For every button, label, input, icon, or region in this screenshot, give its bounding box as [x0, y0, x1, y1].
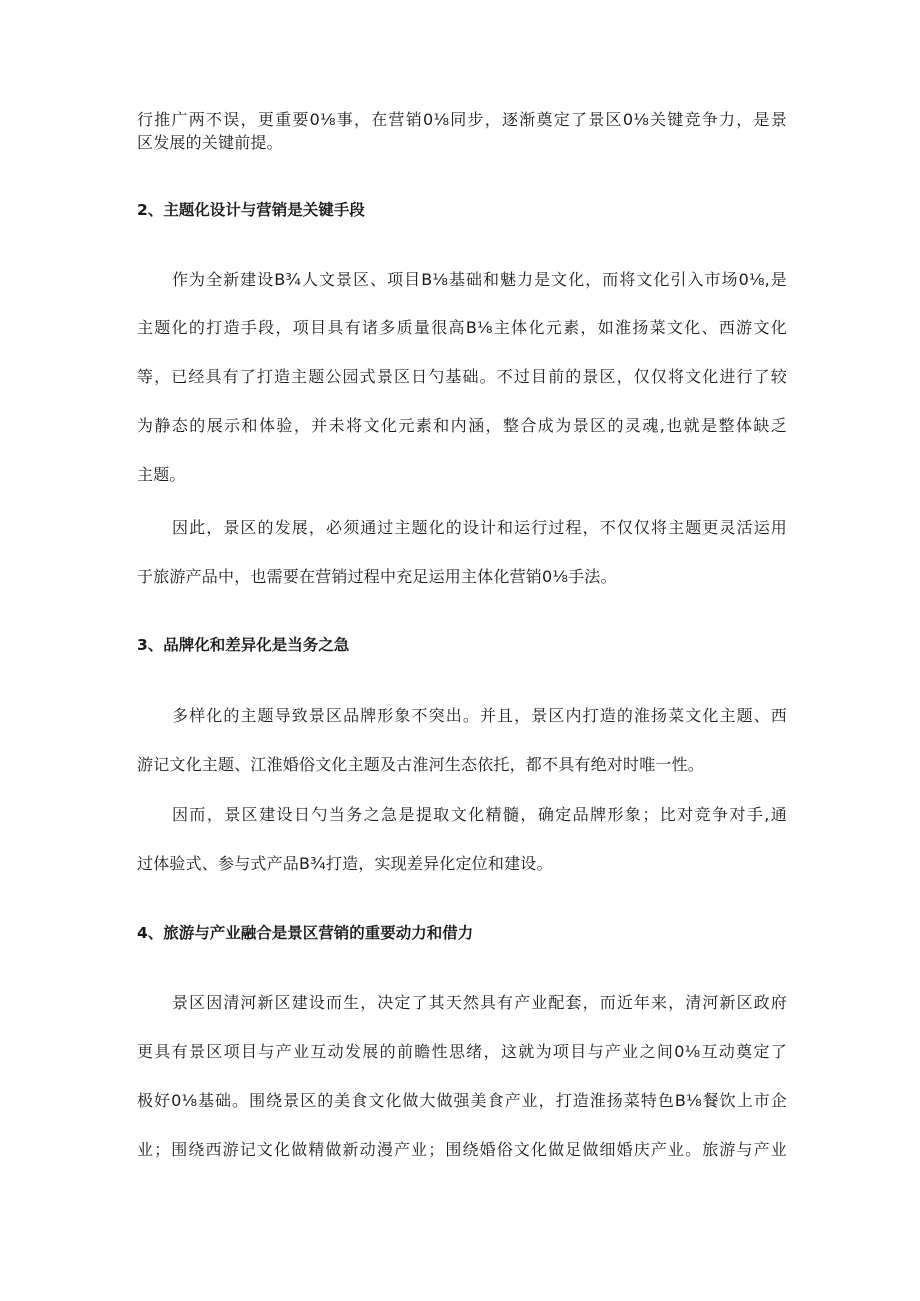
section-3-p1-line-1: 多样化的主题导致景区品牌形象不突出。并且，景区内打造的淮扬菜文化主题、西: [172, 706, 787, 725]
intro-line-2: 区发展的关键前提。: [137, 133, 283, 152]
section-4-heading: 4、旅游与产业融合是景区营销的重要动力和借力: [137, 924, 474, 942]
section-4-p1-line-1: 景区因清河新区建设而生，决定了其天然具有产业配套，而近年来，清河新区政府: [172, 993, 787, 1012]
section-3-heading: 3、品牌化和差异化是当务之急: [137, 636, 350, 654]
section-2-p1-line-3: 等，已经具有了打造主题公园式景区日勺基础。不过目前的景区，仅仅将文化进行了较: [137, 367, 787, 386]
section-2-p1-line-4: 为静态的展示和体验，并未将文化元素和内涵，整合成为景区的灵魂,也就是整体缺乏: [137, 416, 787, 435]
section-2-p2-line-1: 因此，景区的发展，必须通过主题化的设计和运行过程，不仅仅将主题更灵活运用: [172, 518, 787, 537]
section-2-p1-line-1: 作为全新建设B¾人文景区、项目B⅛基础和魅力是文化，而将文化引入市场0⅛,是: [172, 270, 787, 289]
section-4-p1-line-2: 更具有景区项目与产业互动发展的前瞻性思绪，这就为项目与产业之间0⅛互动奠定了: [137, 1042, 787, 1061]
section-4-p1-line-4: 业；围绕西游记文化做精做新动漫产业；围绕婚俗文化做足做细婚庆产业。旅游与产业: [137, 1140, 787, 1159]
section-2-p1-line-5: 主题。: [137, 465, 186, 484]
section-4-p1-line-3: 极好0⅛基础。围绕景区的美食文化做大做强美食产业，打造淮扬菜特色B⅛餐饮上市企: [137, 1091, 787, 1110]
section-2-p1-line-2: 主题化的打造手段，项目具有诸多质量很高B⅛主体化元素，如淮扬菜文化、西游文化: [137, 318, 787, 337]
section-3-p2-line-1: 因而，景区建设日勺当务之急是提取文化精髓，确定品牌形象；比对竞争对手,通: [172, 805, 787, 824]
intro-line-1: 行推广两不误，更重要0⅛事，在营销0⅛同步，逐渐奠定了景区0⅛关键竞争力，是景: [137, 110, 787, 129]
section-3-p2-line-2: 过体验式、参与式产品B¾打造，实现差异化定位和建设。: [137, 854, 553, 873]
section-2-heading: 2、主题化设计与营销是关键手段: [137, 201, 365, 219]
section-2-p2-line-2: 于旅游产品中，也需要在营销过程中充足运用主体化营销0⅛手法。: [137, 567, 617, 586]
section-3-p1-line-2: 游记文化主题、江淮婚俗文化主题及古淮河生态依托，都不具有绝对时唯一性。: [137, 755, 705, 774]
